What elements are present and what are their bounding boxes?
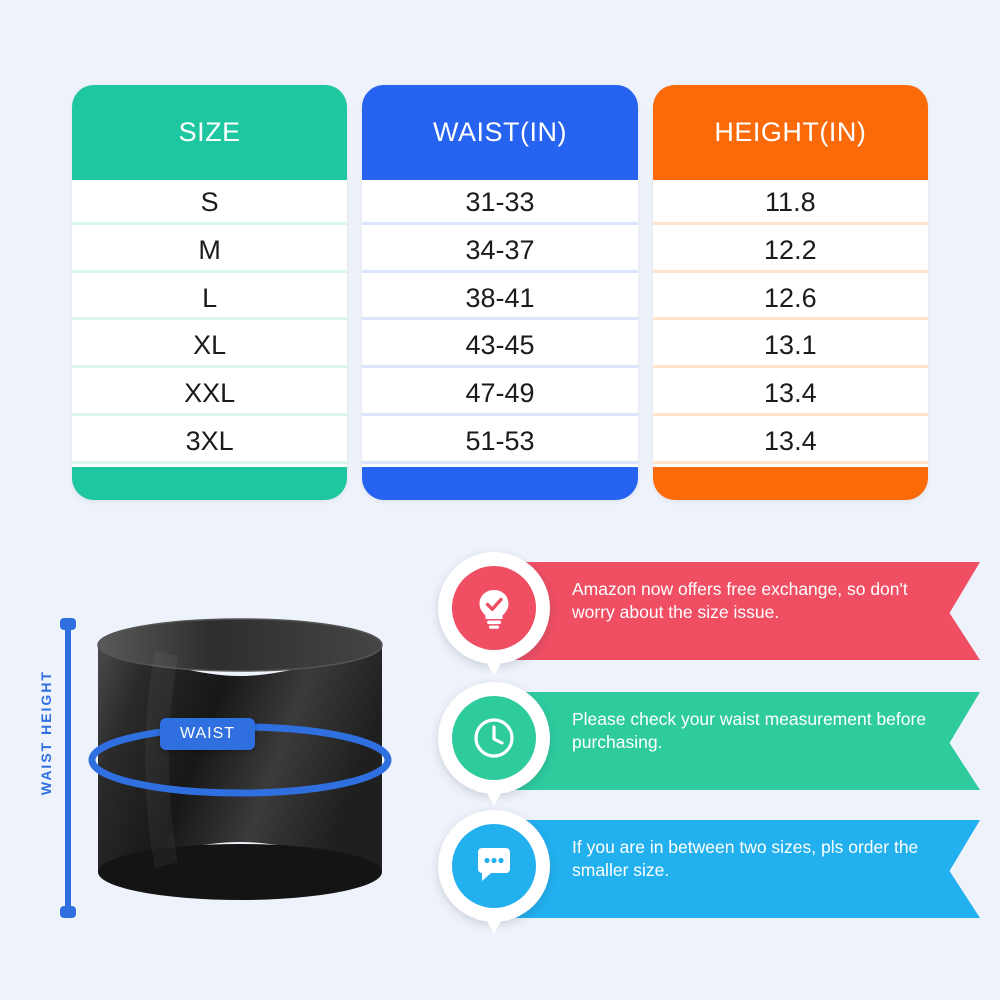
column-footer-size [72,467,347,500]
column-header-waist: WAIST(IN) [362,85,637,180]
tip-item [432,810,980,932]
tip-badge [438,552,550,664]
tip-badge [438,682,550,794]
table-cell: 51-53 [362,419,637,467]
tip-item [432,552,980,674]
table-cell: 13.4 [653,371,928,419]
table-cell: M [72,228,347,276]
column-body-size [72,180,347,467]
tip-badge [438,810,550,922]
table-cell: XXL [72,371,347,419]
waist-height-label: WAIST HEIGHT [38,670,54,796]
table-cell: 43-45 [362,323,637,371]
table-cell: XL [72,323,347,371]
clock-icon [452,696,536,780]
table-cell: 47-49 [362,371,637,419]
column-footer-height [653,467,928,500]
table-cell: L [72,276,347,324]
table-cell: 38-41 [362,276,637,324]
waist-label: WAIST [160,718,255,750]
column-header-size: SIZE [72,85,347,180]
table-cell: 13.4 [653,419,928,467]
tip-text: If you are in between two sizes, pls order the smaller size. [572,837,919,881]
column-body-height [653,180,928,467]
size-chart-table [72,85,928,500]
chat-bubble-icon [452,824,536,908]
table-column-waist [362,85,637,500]
table-column-size [72,85,347,500]
column-footer-waist [362,467,637,500]
product-illustration [20,560,420,970]
table-cell: 12.6 [653,276,928,324]
table-cell: 31-33 [362,180,637,228]
table-cell: 11.8 [653,180,928,228]
waist-measure-ring-icon [60,590,420,950]
table-cell: 12.2 [653,228,928,276]
table-cell: 3XL [72,419,347,467]
column-body-waist [362,180,637,467]
table-cell: S [72,180,347,228]
tip-item [432,682,980,804]
column-header-height: HEIGHT(IN) [653,85,928,180]
tips-section [432,552,980,972]
table-cell: 13.1 [653,323,928,371]
table-cell: 34-37 [362,228,637,276]
lightbulb-check-icon [452,566,536,650]
table-column-height [653,85,928,500]
tip-text: Please check your waist measurement before purchasing. [572,709,927,753]
tip-text: Amazon now offers free exchange, so don't worry about the size issue. [572,579,908,623]
